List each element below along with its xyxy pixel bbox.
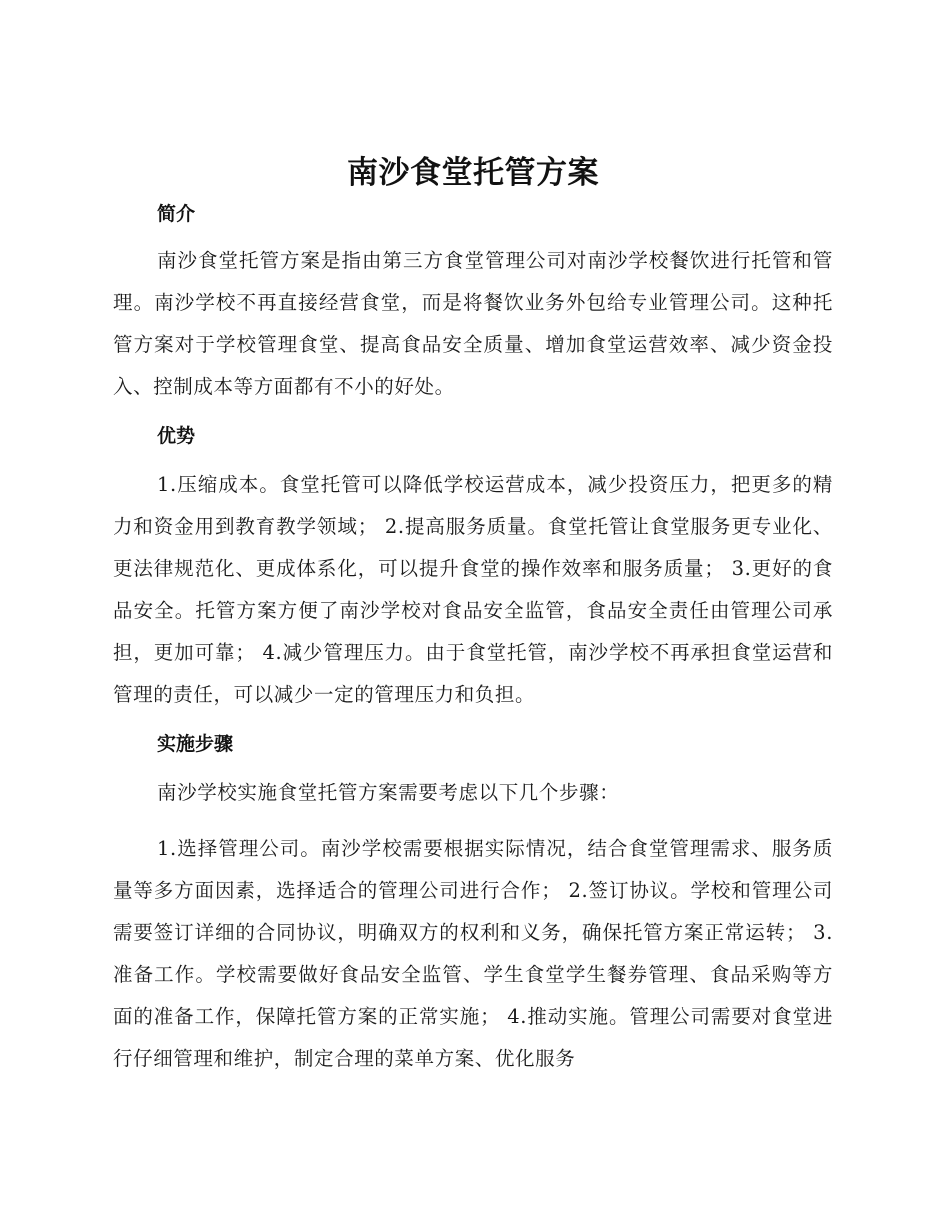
- steps-intro-paragraph: 南沙学校实施食堂托管方案需要考虑以下几个步骤：: [157, 781, 620, 804]
- section-heading-steps: 实施步骤: [157, 733, 234, 755]
- section-intro: [113, 200, 833, 408]
- section-steps: [113, 730, 833, 1080]
- document-title: 南沙食堂托管方案: [347, 155, 599, 191]
- section-advantages: [113, 422, 833, 716]
- intro-paragraph: 南沙食堂托管方案是指由第三方食堂管理公司对南沙学校餐饮进行托管和管理。南沙学校不再直接经营食堂，而是将餐饮业务外包给专业管理公司。这种托管方案对于学校管理食堂、提高食品安全质量、增加食堂运营效率、减少资金投入、控制成本等方面都有不小的好处。: [113, 249, 833, 398]
- section-heading-intro: 简介: [157, 203, 196, 225]
- section-heading-advantages: 优势: [157, 425, 196, 447]
- advantages-paragraph: 1.压缩成本。食堂托管可以降低学校运营成本，减少投资压力，把更多的精力和资金用到教育教学领域； 2.提高服务质量。食堂托管让食堂服务更专业化、更法律规范化、更成体系化，可以提升食堂的操作效率和服务质量； 3.更好的食品安全。托管方案方便了南沙学校对食品安全监管，食品安全责任由管理公司承担，更加可靠； 4.减少管理压力。由于食堂托管，南沙学校不再承担食堂运营和管理的责任，可以减少一定的管理压力和负担。: [113, 473, 833, 706]
- document-page: [113, 150, 833, 1094]
- steps-paragraph: 1.选择管理公司。南沙学校需要根据实际情况，结合食堂管理需求、服务质量等多方面因素，选择适合的管理公司进行合作； 2.签订协议。学校和管理公司需要签订详细的合同协议，明确双方的权利和义务，确保托管方案正常运转； 3.准备工作。学校需要做好食品安全监管、学生食堂学生餐券管理、食品采购等方面的准备工作，保障托管方案的正常实施； 4.推动实施。管理公司需要对食堂进行仔细管理和维护，制定合理的菜单方案、优化服务: [113, 837, 833, 1070]
